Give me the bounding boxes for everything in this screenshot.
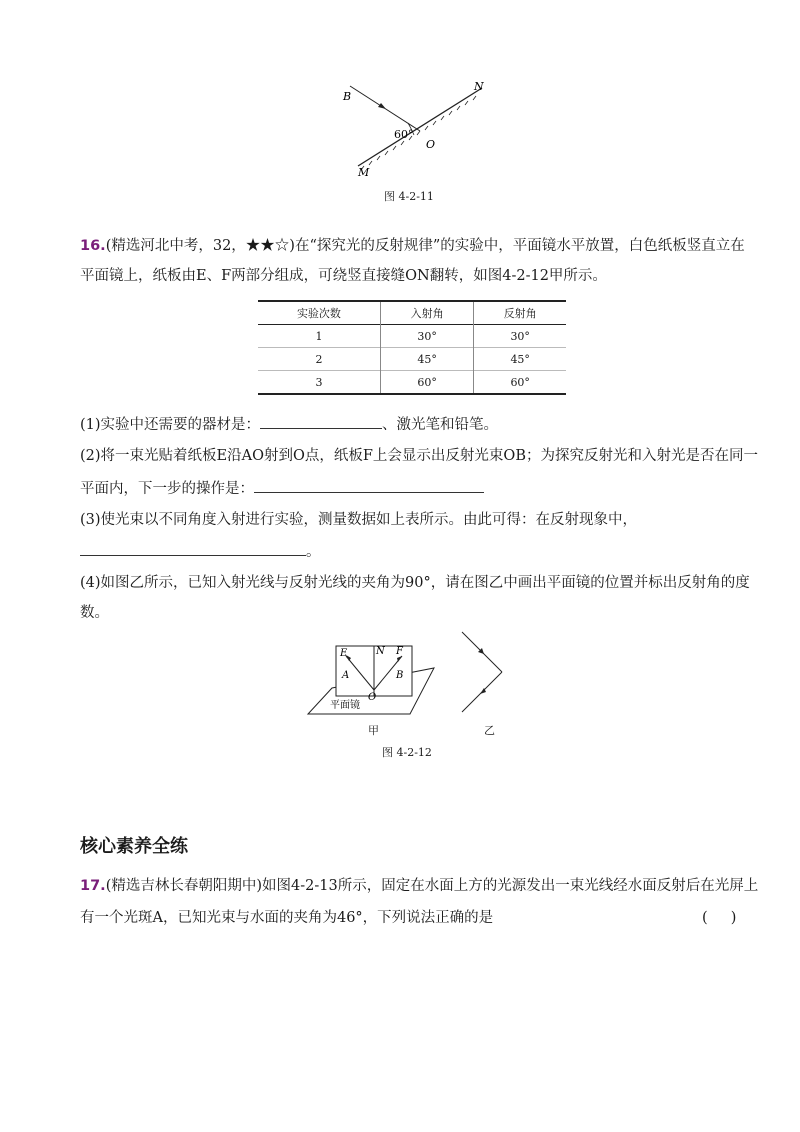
- table-header-row: [258, 301, 566, 325]
- answer-blank[interactable]: [80, 541, 306, 556]
- label-O: O: [426, 138, 436, 151]
- label-B: B: [396, 670, 404, 681]
- figure-4-2-11: [340, 78, 500, 183]
- label-M: M: [358, 166, 370, 179]
- question-16-line2: 平面镜上，纸板由E、F两部分组成，可绕竖直接缝ON翻转，如图4-2-12甲所示。: [80, 268, 607, 284]
- table-cell: 30°: [474, 325, 566, 348]
- mirror-line: [358, 88, 482, 166]
- figure-4-2-12-yi: [456, 628, 516, 718]
- table-cell: 3: [315, 375, 323, 389]
- subfigure-label-jia: 甲: [368, 724, 379, 737]
- answer-blank[interactable]: [254, 478, 484, 493]
- question-number: 16.: [80, 238, 106, 254]
- question-17-line1: [80, 876, 758, 896]
- label-N: N: [474, 80, 484, 93]
- subquestion-1: [80, 414, 498, 435]
- mirror-hatching: [361, 96, 476, 170]
- table-header: 反射角: [474, 301, 566, 325]
- question-17-text: (精选吉林长春朝阳期中)如图4-2-13所示，固定在水面上方的光源发出一束光线经水面反射后在光屏上: [105, 878, 759, 894]
- question-16-line1: [80, 236, 745, 256]
- subquestion-2-line2: [80, 478, 484, 499]
- figure-caption-4-2-11: 图 4-2-11: [384, 190, 434, 203]
- label-N: N: [376, 646, 385, 657]
- subquestion-3-line1: (3)使光束以不同角度入射进行实验，测量数据如上表所示。由此可得：在反射现象中，: [80, 512, 638, 528]
- question-17-line2: 有一个光斑A，已知光束与水面的夹角为46°，下列说法正确的是: [80, 910, 494, 926]
- ray-arrow: [378, 103, 386, 109]
- figure-caption-4-2-12: 图 4-2-12: [382, 746, 432, 759]
- table-row: [258, 371, 566, 395]
- section-title: 核心素养全练: [80, 836, 188, 857]
- label-A: A: [342, 670, 350, 681]
- subquestion-1-prefix: (1)实验中还需要的器材是：: [80, 417, 261, 433]
- table-header: 实验次数: [296, 307, 341, 320]
- answer-parentheses[interactable]: ( ): [702, 910, 737, 926]
- table-cell: 60°: [380, 371, 474, 395]
- subquestion-2-prefix: 平面内，下一步的操作是：: [80, 481, 254, 497]
- subquestion-3-end: 。: [306, 544, 321, 560]
- answer-blank[interactable]: [260, 414, 382, 429]
- table-cell: 45°: [474, 348, 566, 371]
- subquestion-2-line1: (2)将一束光贴着纸板E沿AO射到O点，纸板F上会显示出反射光束OB；为探究反射光和入射光是否在同一: [80, 448, 758, 464]
- subquestion-1-suffix: 、激光笔和铅笔。: [382, 417, 499, 433]
- mirror-label: 平面镜: [330, 700, 360, 711]
- question-16-text: (精选河北中考，32，★★☆)在“探究光的反射规律”的实验中，平面镜水平放置，白色纸板竖直立在: [105, 238, 745, 254]
- table-cell: 1: [315, 329, 323, 343]
- data-table: [258, 300, 566, 395]
- figure-4-2-12-jia: [306, 640, 438, 735]
- table-header: 入射角: [380, 301, 474, 325]
- table-row: [258, 348, 566, 371]
- label-E: E: [340, 648, 348, 659]
- table-cell: 30°: [380, 325, 474, 348]
- subquestion-4-line1: (4)如图乙所示，已知入射光线与反射光线的夹角为90°，请在图乙中画出平面镜的位置并标出反射角的度: [80, 575, 750, 591]
- table-cell: 45°: [380, 348, 474, 371]
- label-O: O: [368, 692, 377, 703]
- subquestion-4-line2: 数。: [80, 605, 109, 621]
- table-row: [258, 325, 566, 348]
- table-cell: 60°: [474, 371, 566, 395]
- label-F: F: [396, 646, 403, 657]
- angle-label: 60°: [394, 128, 414, 141]
- subquestion-3-line2: [80, 541, 321, 562]
- table-cell: 2: [315, 352, 323, 366]
- label-B: B: [343, 90, 352, 103]
- subfigure-label-yi: 乙: [484, 724, 495, 737]
- question-number: 17.: [80, 878, 106, 894]
